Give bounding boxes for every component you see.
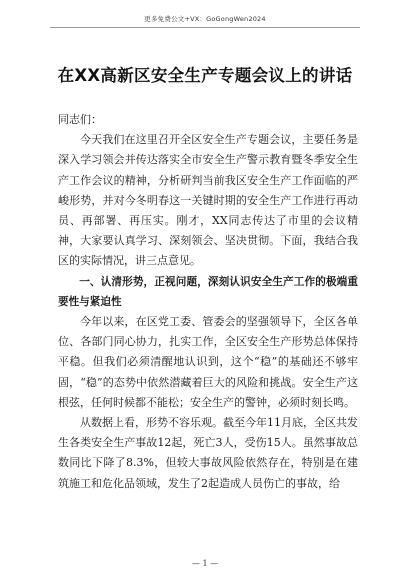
body-paragraph: 今年以来，在区党工委、管委会的坚强领导下，全区各单位、各部门同心协力，扎实工作，全区安全生产形势总体保持平稳。但我们必须清醒地认识到，这个“稳”的基础还不够牢固，“稳”的态势中依然潜藏着巨大的风险和挑战。安全生产这根弦，任何时候都不能松；安全生产的警钟，必须时刻长鸣。: [58, 315, 358, 409]
body-paragraph: 今天我们在这里召开全区安全生产专题会议，主要任务是深入学习领会并传达落实全市安全生产警示教育暨冬季安全生产工作会议的精神，分析研判当前我区安全生产工作面临的严峻形势，并对今冬明春这一关键时期的安全生产工作进行再动员、再部署、再压实。刚才，XX同志传达了市里的会议精神，大家要认真学习、深刻领会、坚决贯彻。下面，我结合我区的实际情况，讲三点意见。: [58, 133, 358, 268]
document-body: [58, 110, 358, 494]
header-divider: [50, 27, 360, 28]
document-title: 在XX高新区安全生产专题会议上的讲话: [57, 66, 353, 85]
header-note: 更多免费公文+VX：GoGongWen2024: [144, 15, 266, 23]
section-heading: 一、认清形势，正视问题，深刻认识安全生产工作的极端重要性与紧迫性: [58, 275, 358, 308]
body-paragraph: 从数据上看，形势不容乐观。截至今年11月底，全区共发生各类安全生产事故12起，死亡3人，受伤15人。虽然事故总数同比下降了8.3%，但较大事故风险依然存在，特别是在建筑施工和危化品领域，发生了2起造成人员伤亡的事故，给: [58, 416, 358, 490]
page-number: — 1 —: [191, 559, 219, 568]
salutation: 同志们：: [58, 113, 102, 126]
